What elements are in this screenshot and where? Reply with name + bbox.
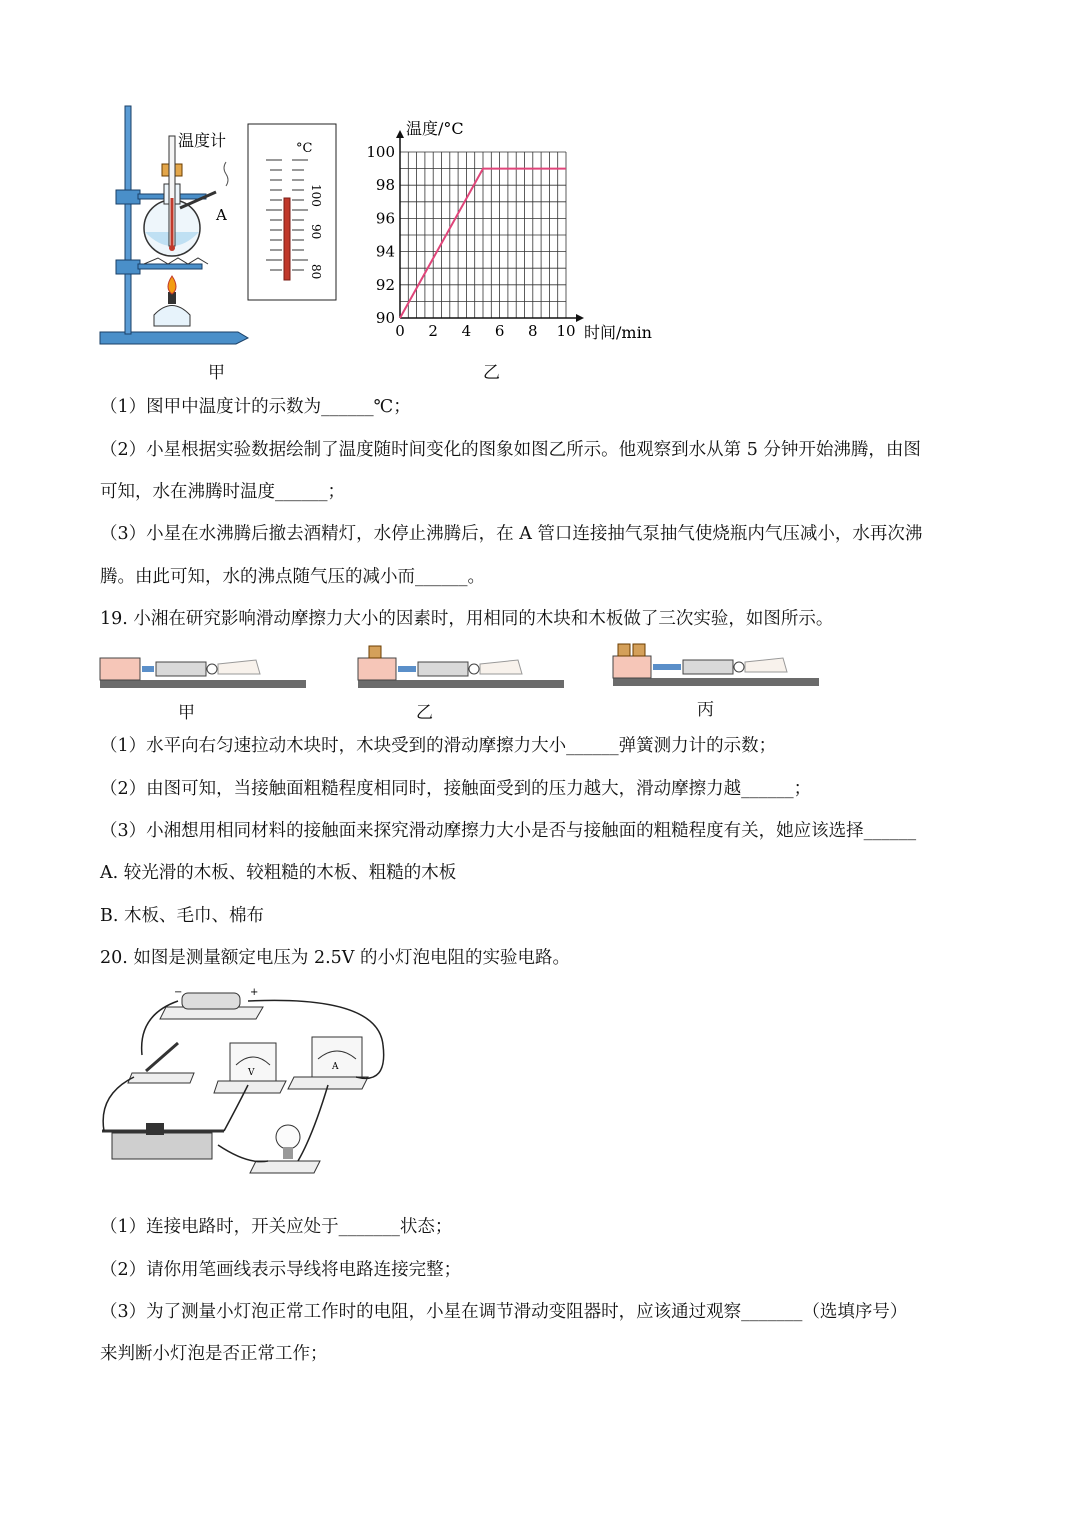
- scale-100: 100: [309, 184, 323, 207]
- scale-80: 80: [309, 264, 323, 280]
- x-tick-label: 4: [461, 322, 472, 340]
- caption-jia: 甲: [208, 363, 225, 383]
- x-tick-label: 0: [395, 322, 405, 340]
- temperature-time-chart: [360, 118, 670, 348]
- boiling-apparatus-figure: [98, 100, 343, 350]
- y-tick-label: 94: [375, 242, 395, 261]
- q19-caption-bing: 丙: [697, 700, 714, 720]
- caption-yi: 乙: [483, 363, 500, 383]
- q19-option-a: A. 较光滑的木板、较粗糙的木板、粗糙的木板: [100, 863, 457, 883]
- scale-90: 90: [309, 224, 323, 240]
- q19-stem: 19. 小湘在研究影响滑动摩擦力大小的因素时，用相同的木块和木板做了三次实验，如图所示。: [100, 609, 834, 629]
- ammeter-label: A: [332, 1062, 339, 1072]
- q20-part3-line1: （3）为了测量小灯泡正常工作时的电阻，小星在调节滑动变阻器时，应该通过观察_______（选填序号）: [100, 1302, 908, 1322]
- voltmeter-label: V: [248, 1068, 255, 1078]
- svg-text:+: +: [250, 987, 259, 998]
- y-tick-label: 98: [375, 176, 395, 195]
- y-tick-label: 92: [375, 275, 395, 294]
- svg-text:−: −: [174, 987, 183, 998]
- thermometer-label: 温度计: [178, 131, 227, 150]
- q18-part2-line1: （2）小星根据实验数据绘制了温度随时间变化的图象如图乙所示。他观察到水从第 5 分钟开始沸腾，由图: [100, 440, 921, 460]
- q20-stem: 20. 如图是测量额定电压为 2.5V 的小灯泡电阻的实验电路。: [100, 948, 570, 968]
- label-a: A: [216, 206, 227, 224]
- y-tick-label: 100: [366, 143, 395, 161]
- q19-part3: （3）小湘想用相同材料的接触面来探究滑动摩擦力大小是否与接触面的粗糙程度有关，她应该选择______: [100, 821, 917, 841]
- y-tick-label: 90: [375, 309, 395, 327]
- q20-part1: （1）连接电路时，开关应处于_______状态；: [100, 1217, 453, 1237]
- circuit-figure: [98, 985, 398, 1185]
- x-tick-label: 6: [494, 322, 505, 340]
- y-tick-label: 96: [375, 209, 395, 228]
- friction-experiment-figure: [98, 640, 828, 695]
- q19-part1: （1）水平向右匀速拉动木块时，木块受到的滑动摩擦力大小______弹簧测力计的示数；: [100, 736, 777, 756]
- y-axis-arrow: [396, 130, 404, 138]
- q18-part3-line2: 腾。由此可知，水的沸点随气压的减小而______。: [100, 567, 485, 587]
- q19-caption-yi: 乙: [416, 703, 433, 723]
- q18-part1: （1）图甲中温度计的示数为______℃；: [100, 397, 411, 417]
- x-axis-arrow: [576, 314, 584, 322]
- chart-x-label: 时间/min: [584, 323, 652, 342]
- x-tick-label: 10: [556, 322, 576, 340]
- q20-part3-line2: 来判断小灯泡是否正常工作；: [100, 1344, 328, 1364]
- q19-caption-jia: 甲: [178, 703, 195, 723]
- q19-option-b: B. 木板、毛巾、棉布: [100, 906, 264, 926]
- q18-part3-line1: （3）小星在水沸腾后撤去酒精灯，水停止沸腾后，在 A 管口连接抽气泵抽气使烧瓶内气压减小，水再次沸: [100, 524, 923, 544]
- q18-part2-line2: 可知，水在沸腾时温度______；: [100, 482, 345, 502]
- unit-label: °C: [296, 141, 313, 156]
- chart-y-label: 温度/°C: [406, 119, 464, 138]
- x-tick-label: 8: [528, 322, 538, 340]
- q20-part2: （2）请你用笔画线表示导线将电路连接完整；: [100, 1260, 462, 1280]
- q19-part2: （2）由图可知，当接触面粗糙程度相同时，接触面受到的压力越大，滑动摩擦力越______；: [100, 779, 812, 799]
- x-tick-label: 2: [428, 322, 438, 340]
